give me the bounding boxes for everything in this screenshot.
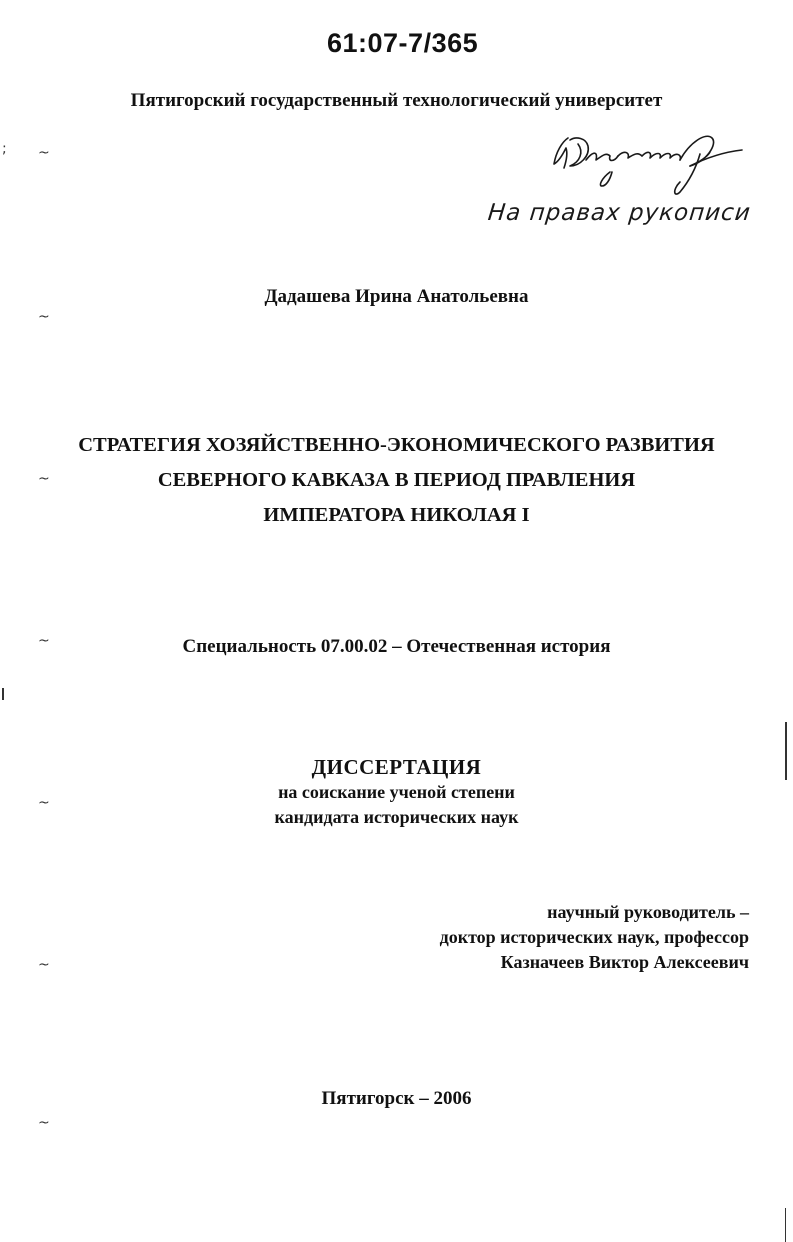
scan-mark-icon: ~	[38, 633, 50, 649]
supervisor-line: доктор исторических наук, профессор	[439, 927, 749, 947]
scan-edge-line	[785, 722, 787, 780]
thesis-title	[0, 428, 793, 533]
scan-mark-icon: ~	[38, 1115, 50, 1131]
specialty: Специальность 07.00.02 – Отечественная история	[182, 636, 611, 657]
thesis-type: ДИССЕРТАЦИЯ	[311, 755, 482, 779]
author-name: Дадашева Ирина Анатольевна	[264, 286, 529, 307]
scan-mark-icon: ~	[38, 309, 50, 325]
scan-edge-line	[785, 1208, 786, 1242]
handwritten-signature-icon	[540, 122, 750, 202]
degree-description	[0, 780, 793, 830]
supervisor-line: Казначеев Виктор Алексеевич	[500, 952, 749, 972]
title-line: ИМПЕРАТОРА НИКОЛАЯ I	[263, 504, 530, 526]
archive-stamp: 61:07-7/365	[327, 28, 479, 58]
supervisor-line: научный руководитель –	[547, 902, 749, 922]
title-line: СТРАТЕГИЯ ХОЗЯЙСТВЕННО-ЭКОНОМИЧЕСКОГО РАЗВИТИЯ	[78, 434, 715, 456]
scan-edge-mark	[2, 688, 4, 700]
manuscript-note: На правах рукописи	[486, 200, 753, 226]
degree-line: на соискание ученой степени	[278, 782, 515, 802]
degree-line: кандидата исторических наук	[274, 807, 519, 827]
scan-mark-icon: ~	[38, 795, 50, 811]
scan-mark-icon: ~	[38, 145, 50, 161]
title-line: СЕВЕРНОГО КАВКАЗА В ПЕРИОД ПРАВЛЕНИЯ	[157, 469, 636, 491]
university-name: Пятигорский государственный технологический университет	[130, 90, 663, 111]
scan-mark-icon: ;	[2, 141, 7, 157]
scan-mark-icon: ~	[38, 471, 50, 487]
scan-mark-icon: ~	[38, 957, 50, 973]
supervisor-block	[440, 900, 749, 975]
city-year: Пятигорск – 2006	[321, 1088, 472, 1109]
